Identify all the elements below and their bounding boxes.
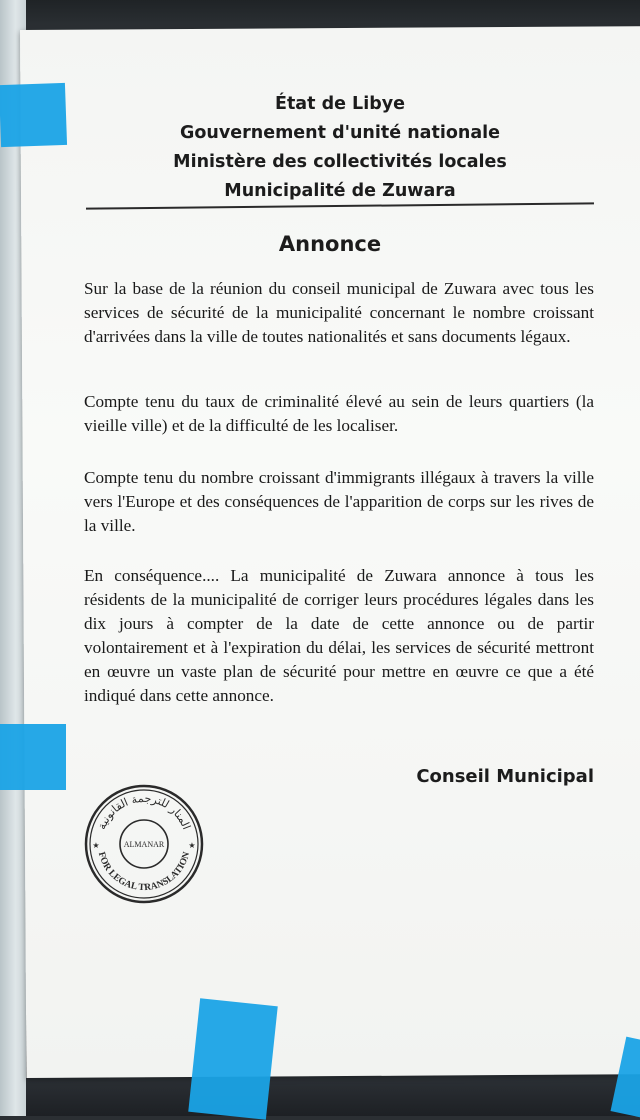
document-title: Annonce <box>278 232 382 256</box>
letterhead-municipality: Municipalité de Zuwara <box>224 181 456 201</box>
stamp-center-text: ALMANAR <box>123 840 165 849</box>
stamp-arabic-text: المنار للترجمة القانونية <box>95 791 194 832</box>
translation-stamp <box>82 782 206 906</box>
signature: Conseil Municipal <box>416 766 594 787</box>
tape-strip <box>188 998 277 1120</box>
stamp-star-icon: ★ <box>92 841 100 850</box>
letterhead-government: Gouvernement d'unité nationale <box>179 123 501 143</box>
stamp-star-icon: ★ <box>188 841 196 850</box>
stamp-english-text: FOR LEGAL TRANSLATION <box>95 850 193 894</box>
paragraph-meeting: Sur la base de la réunion du conseil municipal de Zuwara avec tous les services de sécurité de la municipalité concernant le nombre croissant d'arrivées dans la ville de toutes nationalités et sans documents légaux. <box>84 279 594 346</box>
paragraph-crime: Compte tenu du taux de criminalité élevé au sein de leurs quartiers (la vieille ville) et de la difficulté de les localiser. <box>84 392 594 435</box>
paragraph-immigration: Compte tenu du nombre croissant d'immigrants illégaux à travers la ville vers l'Europe et des conséquences de l'apparition de corps sur les rives de la ville. <box>84 468 594 535</box>
paragraph-announcement: En conséquence.... La municipalité de Zuwara annonce à tous les résidents de la municipalité de corriger leurs procédures légales dans les dix jours à compter de la date de cette annonce ou de partir volontairement et à l'expiration du délai, les services de sécurité mettront en œuvre un vaste plan de sécurité pour mettre en œuvre ce que a été indiqué dans cette annonce. <box>84 566 594 705</box>
tape-strip <box>0 724 66 790</box>
letterhead <box>150 90 530 206</box>
tape-strip <box>0 83 67 147</box>
letterhead-state: État de Libye <box>274 94 406 114</box>
letterhead-ministry: Ministère des collectivités locales <box>173 152 507 172</box>
